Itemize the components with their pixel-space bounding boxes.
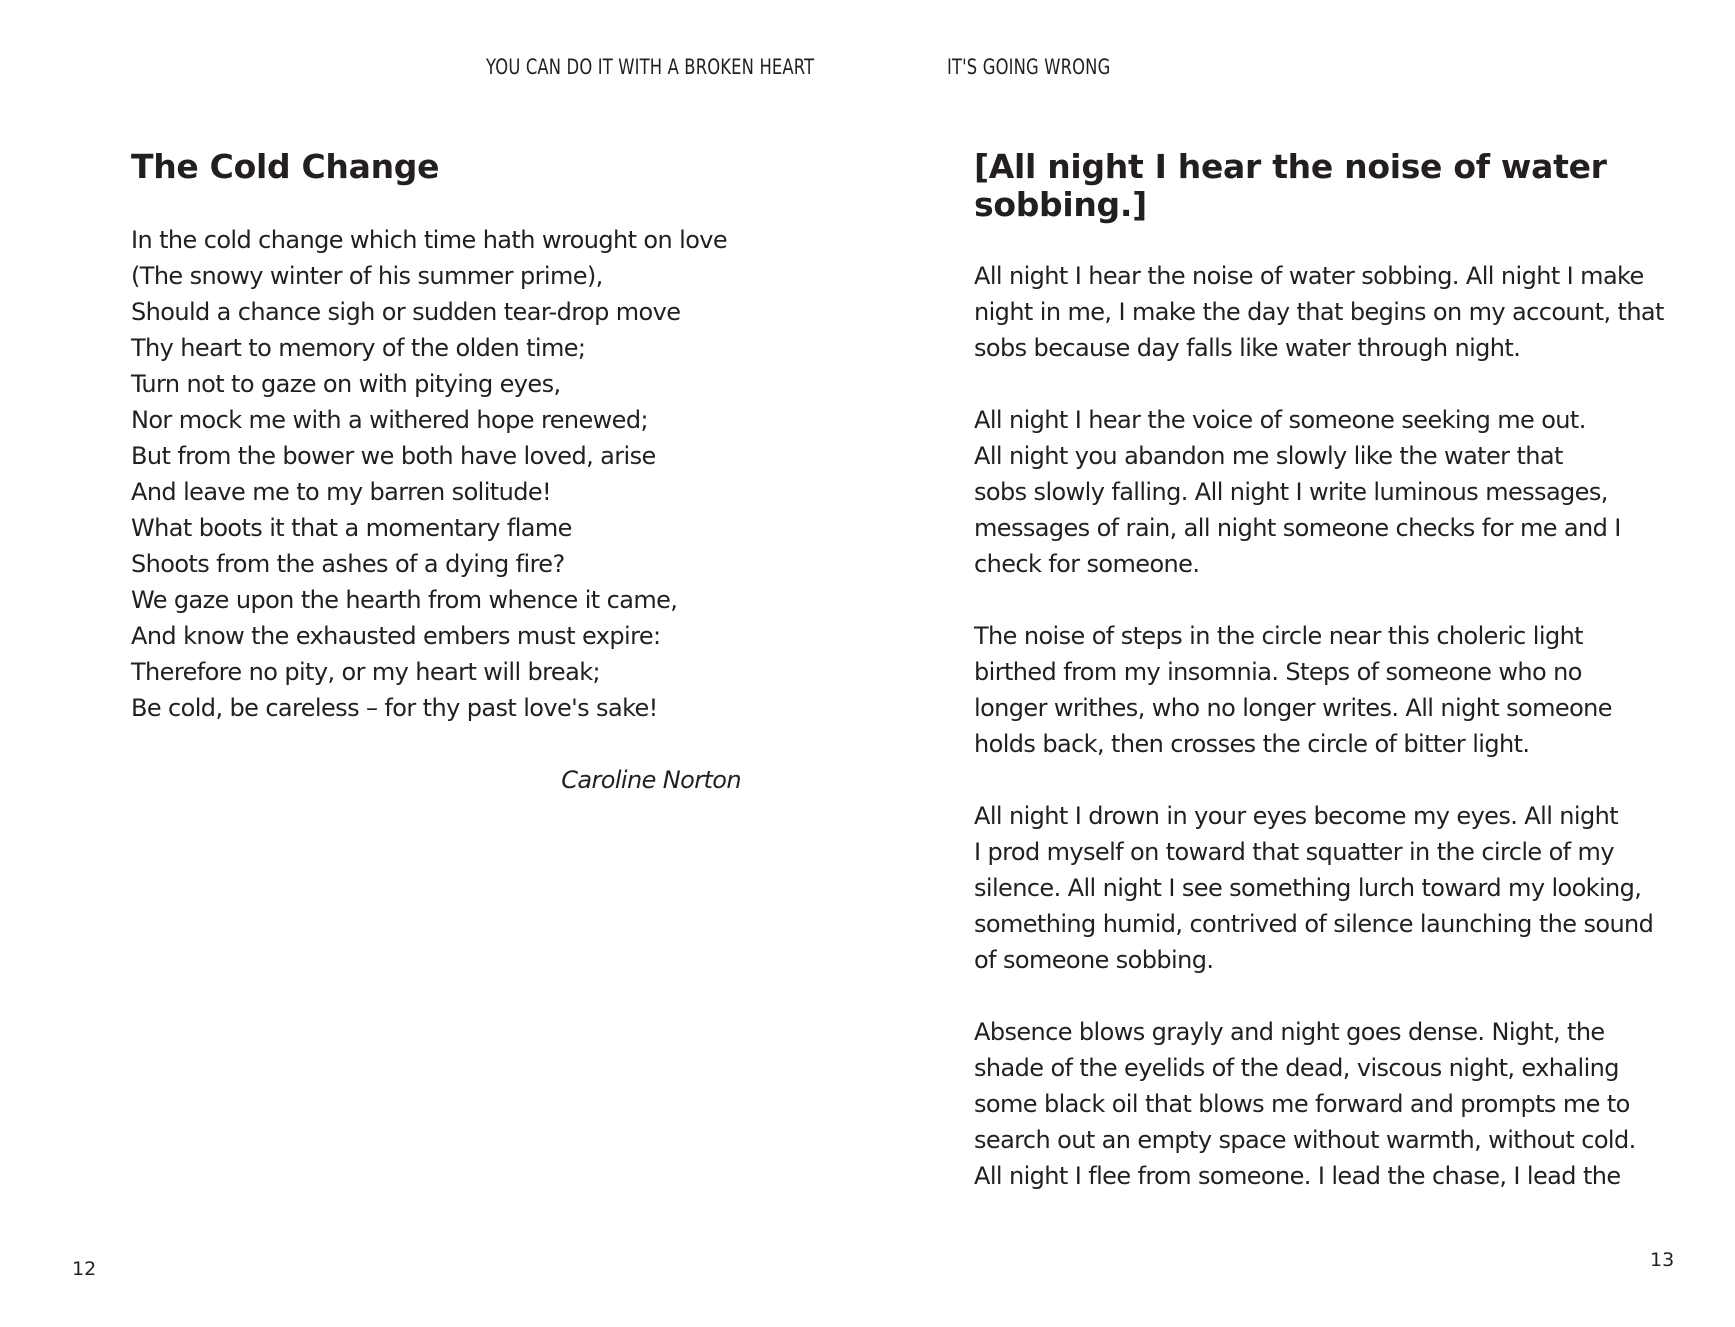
stanza	[974, 798, 1674, 978]
poem-line: Thy heart to memory of the olden time;	[131, 334, 586, 362]
poem-title-right	[974, 148, 1674, 224]
poem-line: night in me, I make the day that begins on my account, that	[974, 298, 1664, 326]
poem-line: All night you abandon me slowly like the water that	[974, 442, 1563, 470]
poem-line: And leave me to my barren solitude!	[131, 478, 552, 506]
poem-line: messages of rain, all night someone checks for me and I	[974, 514, 1621, 542]
running-head-right: IT'S GOING WRONG	[947, 55, 1111, 79]
left-page	[131, 148, 771, 798]
poem-line: holds back, then crosses the circle of bitter light.	[974, 730, 1530, 758]
poem-line: something humid, contrived of silence launching the sound	[974, 910, 1654, 938]
poem-line: Be cold, be careless – for thy past love's sake!	[131, 694, 658, 722]
title-line: [All night I hear the noise of water	[974, 147, 1607, 186]
poem-line: Should a chance sigh or sudden tear-drop move	[131, 298, 681, 326]
poem-line: I prod myself on toward that squatter in the circle of my	[974, 838, 1614, 866]
stanza	[974, 1014, 1674, 1194]
poem-line: Nor mock me with a withered hope renewed;	[131, 406, 648, 434]
poem-line: And know the exhausted embers must expire:	[131, 622, 661, 650]
poem-line: Therefore no pity, or my heart will break;	[131, 658, 600, 686]
poem-line: Shoots from the ashes of a dying fire?	[131, 550, 565, 578]
poem-line: But from the bower we both have loved, arise	[131, 442, 656, 470]
poem-line: shade of the eyelids of the dead, viscous night, exhaling	[974, 1054, 1619, 1082]
title-line: sobbing.]	[974, 185, 1147, 224]
poem-attribution: Caroline Norton	[561, 766, 741, 794]
stanza	[974, 258, 1674, 366]
poem-line: Absence blows grayly and night goes dense. Night, the	[974, 1018, 1605, 1046]
stanza	[974, 402, 1674, 582]
poem-line: of someone sobbing.	[974, 946, 1214, 974]
poem-line: Turn not to gaze on with pitying eyes,	[131, 370, 561, 398]
poem-line: some black oil that blows me forward and prompts me to	[974, 1090, 1630, 1118]
poem-line: silence. All night I see something lurch toward my looking,	[974, 874, 1642, 902]
poem-line: birthed from my insomnia. Steps of someone who no	[974, 658, 1582, 686]
poem-line: search out an empty space without warmth, without cold.	[974, 1126, 1636, 1154]
poem-line: All night I hear the noise of water sobbing. All night I make	[974, 262, 1644, 290]
poem-line: All night I hear the voice of someone seeking me out.	[974, 406, 1586, 434]
poem-line: sobs because day falls like water through night.	[974, 334, 1521, 362]
poem-line: What boots it that a momentary flame	[131, 514, 572, 542]
running-head-left: YOU CAN DO IT WITH A BROKEN HEART	[486, 55, 815, 79]
poem-line: The noise of steps in the circle near this choleric light	[974, 622, 1583, 650]
poem-line: All night I drown in your eyes become my eyes. All night	[974, 802, 1619, 830]
right-page	[974, 148, 1674, 1230]
poem-line: sobs slowly falling. All night I write luminous messages,	[974, 478, 1608, 506]
stanza	[974, 618, 1674, 762]
page-number-right: 13	[1650, 1249, 1675, 1271]
poem-line: (The snowy winter of his summer prime),	[131, 262, 603, 290]
poem-line: All night I flee from someone. I lead the chase, I lead the	[974, 1162, 1621, 1190]
poem-line: In the cold change which time hath wrought on love	[131, 226, 728, 254]
poem-line: check for someone.	[974, 550, 1200, 578]
poem-title-left: The Cold Change	[131, 147, 440, 186]
poem-line: longer writhes, who no longer writes. All night someone	[974, 694, 1612, 722]
poem-body-left	[131, 222, 771, 726]
page-number-left: 12	[72, 1258, 97, 1280]
poem-line: We gaze upon the hearth from whence it came,	[131, 586, 678, 614]
